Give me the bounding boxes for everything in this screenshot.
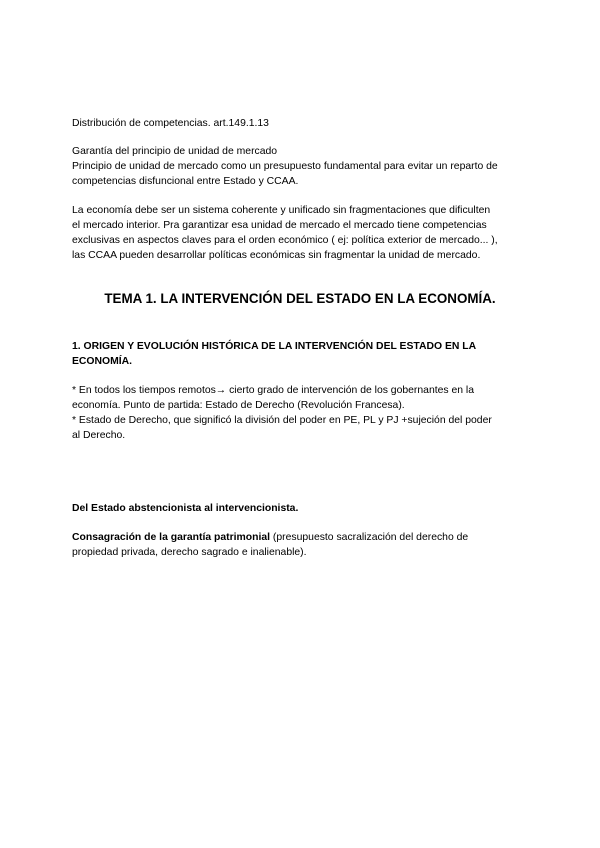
heading-line: ECONOMÍA. [72,356,133,367]
bullet-line: economía. Punto de partida: Estado de Derecho (Revolución Francesa). [72,400,405,411]
patrimonial-guarantee-paragraph [72,530,532,560]
patrimonial-rest: (presupuesto sacralización del derecho de [270,532,469,543]
competence-distribution-line [72,116,532,131]
text-line: propiedad privada, derecho sagrado e inalienable). [72,547,307,558]
guarantee-heading: Garantía del principio de unidad de mercado [72,146,278,157]
heading-line: 1. ORIGEN Y EVOLUCIÓN HISTÓRICA DE LA INTERVENCIÓN DEL ESTADO EN LA [72,341,477,352]
market-unity-guarantee-paragraph [72,144,532,189]
text-line [72,530,532,545]
text-line: Principio de unidad de mercado como un presupuesto fundamental para evitar un reparto de [72,161,498,172]
text-line: exclusivas en aspectos claves para el orden económico ( ej: política exterior de mercado... ), [72,235,498,246]
text-line: el mercado interior. Pra garantizar esa unidad de mercado el mercado tiene competencias [72,220,487,231]
text-line: competencias disfuncional entre Estado y CCAA. [72,176,299,187]
bullet-line: * En todos los tiempos remotos→ cierto grado de intervención de los gobernantes en la [72,385,475,396]
economy-paragraph [72,203,532,263]
section-1-heading [72,339,532,369]
text-line: las CCAA pueden desarrollar políticas económicas sin fragmentar la unidad de mercado. [72,250,481,261]
section-1-bullets [72,383,532,443]
heading-line: Del Estado abstencionista al intervencionista. [72,503,299,514]
text-line: La economía debe ser un sistema coherente y unificado sin fragmentaciones que dificulten [72,205,491,216]
subsection-heading [72,501,532,516]
topic-title: TEMA 1. LA INTERVENCIÓN DEL ESTADO EN LA ECONOMÍA. [104,291,496,306]
patrimonial-bold-lead: Consagración de la garantía patrimonial [72,532,271,543]
bullet-line: al Derecho. [72,430,126,441]
bullet-line: * Estado de Derecho, que significó la división del poder en PE, PL y PJ +sujeción del poder [72,415,492,426]
text-line: Distribución de competencias. art.149.1.13 [72,118,269,129]
